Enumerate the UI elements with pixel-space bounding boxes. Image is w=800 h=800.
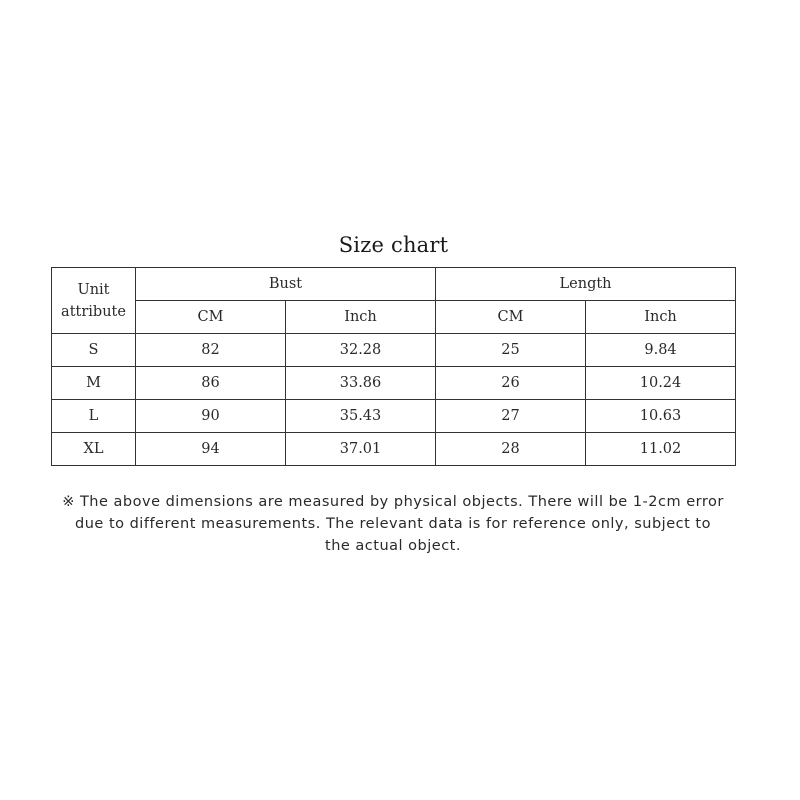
- length-inch-header: Inch: [586, 301, 736, 334]
- bust-cm-cell: 82: [136, 334, 286, 367]
- table-row: [52, 334, 736, 367]
- length-cm-cell: 26: [436, 367, 586, 400]
- bust-cm-header: CM: [136, 301, 286, 334]
- unit-header-line1: Unit: [77, 281, 110, 298]
- bust-cm-cell: 90: [136, 400, 286, 433]
- unit-attribute-header: [52, 268, 136, 334]
- size-cell: XL: [52, 433, 136, 466]
- length-cm-header: CM: [436, 301, 586, 334]
- length-cm-cell: 25: [436, 334, 586, 367]
- length-cm-cell: 27: [436, 400, 586, 433]
- length-inch-cell: 10.24: [586, 367, 736, 400]
- bust-header: Bust: [136, 268, 436, 301]
- bust-inch-cell: 37.01: [286, 433, 436, 466]
- header-row-units: [52, 301, 736, 334]
- length-inch-cell: 11.02: [586, 433, 736, 466]
- bust-inch-cell: 32.28: [286, 334, 436, 367]
- bust-cm-cell: 94: [136, 433, 286, 466]
- unit-header-line2: attribute: [61, 303, 126, 320]
- header-row-groups: [52, 268, 736, 301]
- bust-inch-cell: 35.43: [286, 400, 436, 433]
- length-inch-cell: 9.84: [586, 334, 736, 367]
- bust-inch-cell: 33.86: [286, 367, 436, 400]
- size-cell: M: [52, 367, 136, 400]
- chart-title: Size chart: [338, 233, 449, 257]
- length-header: Length: [436, 268, 736, 301]
- table-row: [52, 367, 736, 400]
- table-row: [52, 433, 736, 466]
- size-cell: L: [52, 400, 136, 433]
- size-cell: S: [52, 334, 136, 367]
- table-row: [52, 400, 736, 433]
- measurement-note: ※ The above dimensions are measured by physical objects. There will be 1-2cm error due to different measurements. The relevant data is for reference only, subject to the actual object.: [62, 494, 724, 554]
- bust-inch-header: Inch: [286, 301, 436, 334]
- bust-cm-cell: 86: [136, 367, 286, 400]
- size-table: [51, 267, 736, 466]
- length-inch-cell: 10.63: [586, 400, 736, 433]
- length-cm-cell: 28: [436, 433, 586, 466]
